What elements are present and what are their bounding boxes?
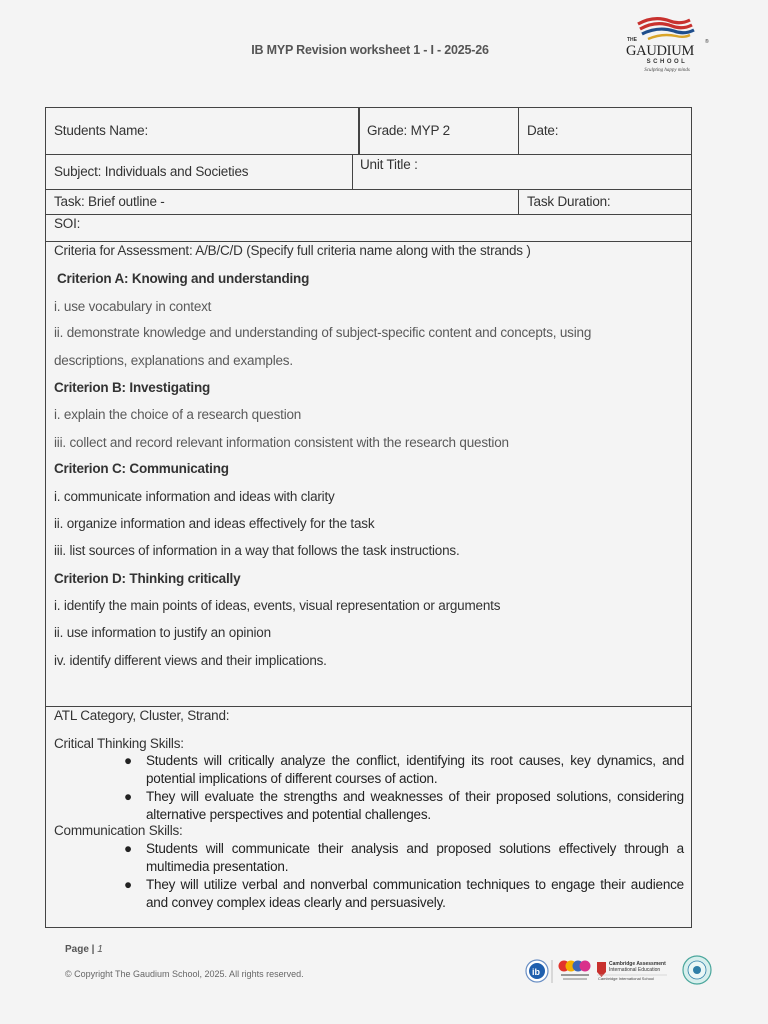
criterion-c-title: Criterion C: Communicating <box>54 461 229 476</box>
document-title: IB MYP Revision worksheet 1 - I - 2025-26 <box>251 43 489 57</box>
row-soi <box>46 215 691 242</box>
criteria-heading: Criteria for Assessment: A/B/C/D (Specify full criteria name along with the strands ) <box>54 243 531 258</box>
divider <box>518 108 519 154</box>
page-label: Page | <box>65 944 98 955</box>
bullet-icon: ● <box>124 789 132 804</box>
copyright: © Copyright The Gaudium School, 2025. All rights reserved. <box>65 969 304 979</box>
worksheet-table <box>45 107 692 928</box>
task-duration-label: Task Duration: <box>527 194 611 209</box>
criterion-a-item: ii. demonstrate knowledge and understanding of subject-specific content and concepts, using <box>54 325 592 340</box>
criterion-b-item: i. explain the choice of a research question <box>54 407 302 422</box>
criteria-section <box>46 242 691 707</box>
logo-the: THE <box>627 37 637 43</box>
row-name-grade-date <box>46 108 691 155</box>
atl-heading: ATL Category, Cluster, Strand: <box>54 708 230 723</box>
students-name-label: Students Name: <box>54 123 149 138</box>
criterion-c-item: iii. list sources of information in a way that follows the task instructions. <box>54 543 460 558</box>
atl-section <box>46 707 691 927</box>
logo-registered-mark: ® <box>705 39 709 45</box>
divider <box>518 190 519 214</box>
page-number-value: 1 <box>97 944 103 955</box>
divider <box>358 108 360 154</box>
communication-title: Communication Skills: <box>54 823 183 838</box>
criterion-a-title: Criterion A: Knowing and understanding <box>57 271 310 286</box>
svg-text:ib: ib <box>532 967 540 977</box>
criterion-b-item: iii. collect and record relevant information consistent with the research question <box>54 435 509 450</box>
unit-title-label: Unit Title : <box>360 157 418 172</box>
criterion-d-item: iv. identify different views and their implications. <box>54 653 327 668</box>
svg-text:Cambridge International School: Cambridge International School <box>598 976 655 981</box>
row-subject-unit <box>46 155 691 190</box>
criterion-a-item: descriptions, explanations and examples. <box>54 353 293 368</box>
accreditation-badges <box>525 953 715 989</box>
bullet-icon: ● <box>124 753 132 768</box>
list-item: ● Students will critically analyze the conflict, identifying its root causes, key dynamics, and potential implications of different courses of action. <box>124 753 684 786</box>
logo-tagline: Sculpting happy minds <box>644 68 690 73</box>
soi-label: SOI: <box>54 216 81 231</box>
criterion-a-item: i. use vocabulary in context <box>54 299 212 314</box>
page-number <box>65 944 103 955</box>
list-item: ● Students will communicate their analysis and proposed solutions effectively through a multimedia presentation. <box>124 841 684 874</box>
criterion-c-item: ii. organize information and ideas effectively for the task <box>54 516 375 531</box>
subject-label: Subject: Individuals and Societies <box>54 164 249 179</box>
svg-text:International Education: International Education <box>609 967 661 973</box>
row-task <box>46 190 691 215</box>
date-label: Date: <box>527 123 559 138</box>
criterion-c-item: i. communicate information and ideas with clarity <box>54 489 335 504</box>
logo-school: SCHOOL <box>646 59 688 65</box>
criterion-d-item: ii. use information to justify an opinion <box>54 625 271 640</box>
list-item: ● They will evaluate the strengths and weaknesses of their proposed solutions, considering alternative perspectives and potential challenges. <box>124 789 684 822</box>
svg-text:Cambridge Assessment: Cambridge Assessment <box>609 961 666 967</box>
list-item: ● They will utilize verbal and nonverbal communication techniques to engage their audience and convey complex ideas clearly and persuasively. <box>124 877 684 910</box>
critical-thinking-title: Critical Thinking Skills: <box>54 736 184 751</box>
bullet-icon: ● <box>124 877 132 892</box>
bullet-icon: ● <box>124 841 132 856</box>
criterion-b-title: Criterion B: Investigating <box>54 380 211 395</box>
task-label: Task: Brief outline - <box>54 194 165 209</box>
logo-name: GAUDIUM <box>626 43 694 59</box>
criterion-d-title: Criterion D: Thinking critically <box>54 571 241 586</box>
grade-label: Grade: MYP 2 <box>367 123 450 138</box>
accreditation-logos-icon <box>525 953 715 989</box>
gaudium-logo <box>624 16 710 78</box>
divider <box>352 155 353 189</box>
criterion-d-item: i. identify the main points of ideas, events, visual representation or arguments <box>54 598 501 613</box>
